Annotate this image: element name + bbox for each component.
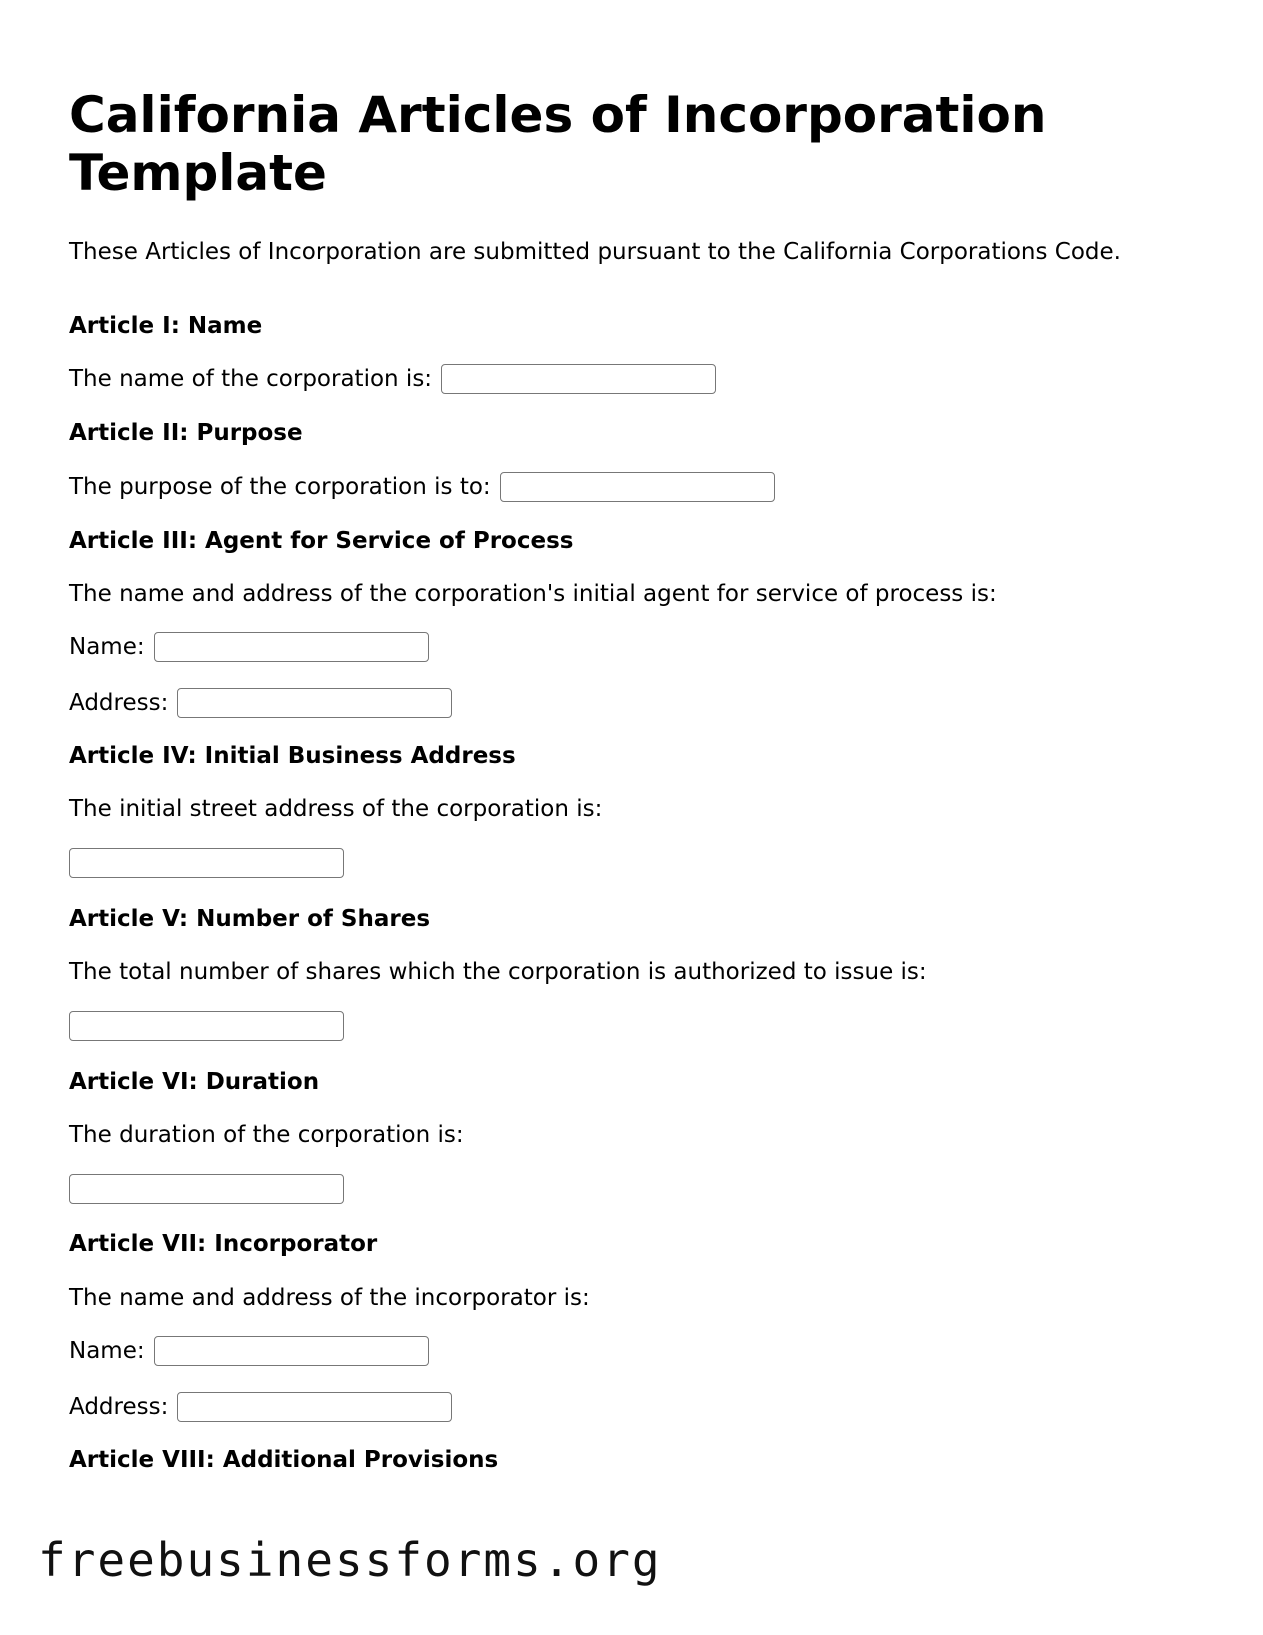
purpose-input[interactable]: [500, 472, 775, 502]
article-4-heading: Article IV: Initial Business Address: [69, 743, 516, 769]
incorporator-address-label: Address:: [69, 1394, 169, 1420]
article-5-text: The total number of shares which the corporation is authorized to issue is:: [69, 959, 927, 985]
article-5-heading: Article V: Number of Shares: [69, 906, 431, 932]
article-6-heading: Article VI: Duration: [69, 1069, 320, 1095]
duration-input[interactable]: [69, 1174, 344, 1204]
purpose-label: The purpose of the corporation is to:: [69, 474, 491, 500]
article-2-row: [69, 472, 775, 502]
agent-address-label: Address:: [69, 690, 169, 716]
watermark-text: freebusinessforms.org: [38, 1533, 662, 1587]
agent-name-label: Name:: [69, 634, 145, 660]
agent-name-input[interactable]: [154, 632, 429, 662]
intro-paragraph: These Articles of Incorporation are submitted pursuant to the California Corporations Code.: [69, 239, 1121, 265]
business-address-input[interactable]: [69, 848, 344, 878]
page-title: California Articles of Incorporation Template: [69, 86, 1047, 202]
incorporator-address-row: [69, 1392, 452, 1422]
incorporator-name-label: Name:: [69, 1338, 145, 1364]
agent-address-input[interactable]: [177, 688, 452, 718]
article-2-heading: Article II: Purpose: [69, 420, 303, 446]
agent-name-row: [69, 632, 429, 662]
number-of-shares-input[interactable]: [69, 1011, 344, 1041]
corporation-name-input[interactable]: [441, 364, 716, 394]
incorporator-address-input[interactable]: [177, 1392, 452, 1422]
agent-address-row: [69, 688, 452, 718]
article-1-heading: Article I: Name: [69, 313, 263, 339]
incorporator-name-input[interactable]: [154, 1336, 429, 1366]
incorporator-name-row: [69, 1336, 429, 1366]
article-3-text: The name and address of the corporation's initial agent for service of process is:: [69, 581, 997, 607]
article-6-text: The duration of the corporation is:: [69, 1122, 464, 1148]
article-7-text: The name and address of the incorporator is:: [69, 1285, 590, 1311]
article-1-row: [69, 364, 716, 394]
article-3-heading: Article III: Agent for Service of Process: [69, 528, 574, 554]
article-7-heading: Article VII: Incorporator: [69, 1231, 378, 1257]
article-4-text: The initial street address of the corporation is:: [69, 796, 603, 822]
article-8-heading: Article VIII: Additional Provisions: [69, 1447, 499, 1473]
corporation-name-label: The name of the corporation is:: [69, 366, 433, 392]
